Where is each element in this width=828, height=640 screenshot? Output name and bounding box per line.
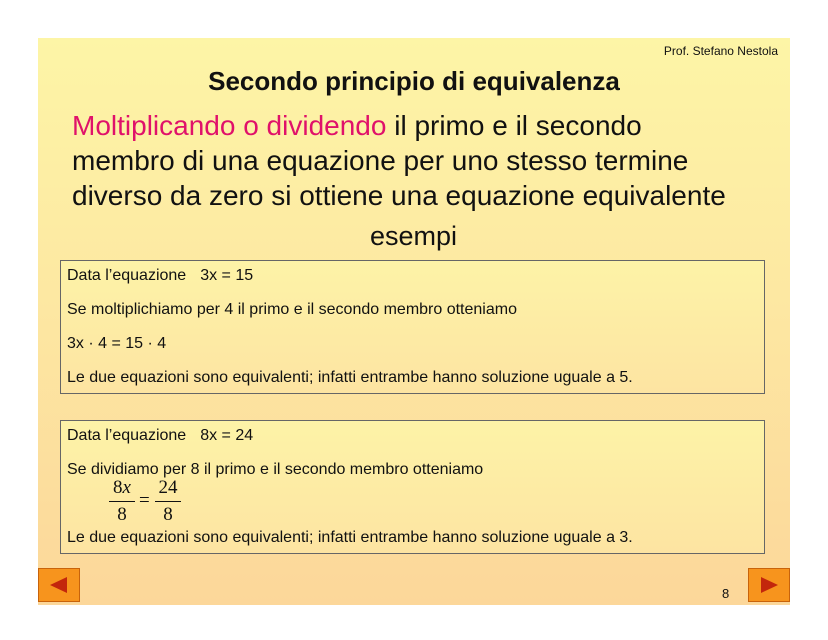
next-slide-button[interactable]: [748, 568, 790, 602]
principle-statement: [72, 108, 752, 213]
fraction-left-numerator-var: x: [122, 477, 131, 498]
example2-step: Se dividiamo per 8 il primo e il secondo membro otteniamo: [67, 461, 484, 478]
examples-label: esempi: [370, 221, 458, 251]
statement-text: il primo e il secondo membro di una equazione per uno stesso termine diverso da zero si ottiene una equazione equivalente: [72, 110, 726, 211]
equals-sign: =: [139, 490, 150, 511]
example1-conclusion: Le due equazioni sono equivalenti; infatti entrambe hanno soluzione uguale a 5.: [67, 369, 633, 386]
example1-step: Se moltiplichiamo per 4 il primo e il secondo membro otteniamo: [67, 301, 517, 318]
triangle-left-icon: [50, 577, 67, 593]
statement-highlight: Moltiplicando o dividendo: [72, 110, 387, 141]
slide: [38, 38, 790, 605]
example2-equation: 8x = 24: [200, 427, 254, 444]
example1-result: 3x · 4 = 15 · 4: [67, 335, 167, 352]
fraction-right-denominator: 8: [163, 504, 173, 525]
triangle-right-icon: [761, 577, 778, 593]
author-label: Prof. Stefano Nestola: [663, 44, 778, 58]
example1-equation: 3x = 15: [200, 267, 254, 284]
fraction-right-numerator: 24: [158, 477, 178, 498]
fraction-right: [155, 477, 181, 526]
example-box-2: [60, 420, 765, 554]
example2-given: [67, 427, 253, 445]
previous-slide-button[interactable]: [38, 568, 80, 602]
slide-title: Secondo principio di equivalenza: [208, 66, 620, 96]
fraction-left-denominator: 8: [117, 504, 127, 525]
example1-given: [67, 267, 253, 285]
example1-intro-label: Data l’equazione: [67, 267, 187, 284]
example2-intro-label: Data l’equazione: [67, 427, 187, 444]
fraction-left-numerator-coef: 8: [113, 477, 123, 498]
example-box-1: [60, 260, 765, 394]
page-number: 8: [722, 586, 730, 601]
fraction-left: [109, 477, 135, 526]
example2-conclusion: Le due equazioni sono equivalenti; infatti entrambe hanno soluzione uguale a 3.: [67, 529, 633, 546]
